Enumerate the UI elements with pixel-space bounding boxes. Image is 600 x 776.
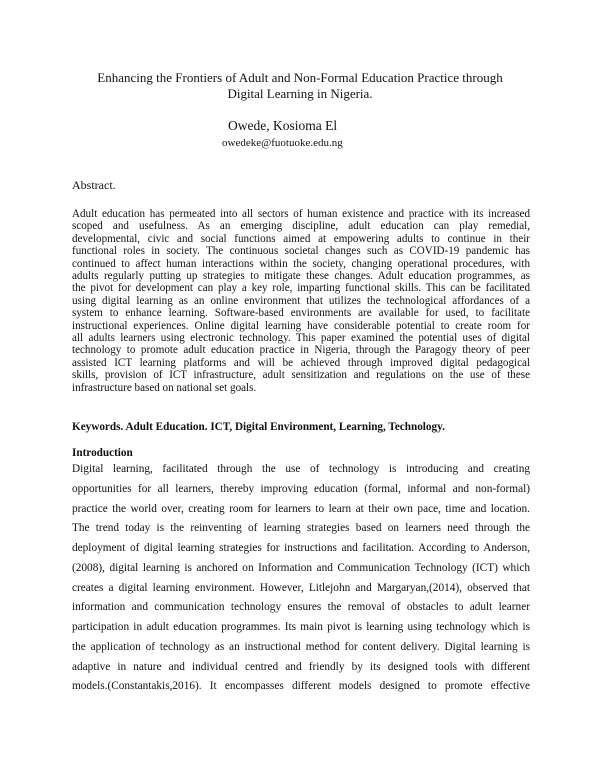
body-line: Digital learning, facilitated through the use of technology is introducing and creating (72, 463, 530, 475)
body-line: models.(Constantakis,2016). It encompasses different models designed to promote effective (72, 680, 530, 693)
author-name: Owede, Kosioma El (228, 118, 338, 133)
body-line: The trend today is the reinventing of learning strategies based on learners need through the (72, 522, 530, 535)
title-line-2: Digital Learning in Nigeria. (227, 86, 373, 101)
abstract-line: instructional experiences. Online digital learning have considerable potential to create room for (72, 319, 530, 332)
abstract-line: scoped and usefulness. As an emerging discipline, adult education can play remedial, (72, 220, 530, 233)
body-line: adaptive in nature and individual centred and friendly by its designed tools with different (72, 660, 530, 673)
abstract-line: the pivot for development can play a key role, imparting functional skills. This can be facilitated (72, 282, 530, 295)
body-line: participation in adult education programmes. Its main pivot is learning using technology which is (72, 621, 530, 633)
abstract-line: technology to promote adult education practice in Nigeria, through the Paragogy theory of peer (72, 344, 530, 357)
abstract-line: functional roles in society. The continuous societal changes such as COVID-19 pandemic has (72, 245, 530, 258)
paper-title (60, 70, 540, 102)
abstract-line: adults regularly putting up strategies to mitigate these changes. Adult education programmes, as (72, 270, 530, 283)
abstract-text (72, 208, 530, 394)
body-line: deployment of digital learning strategies for instructions and facilitation. According to Anderson, (72, 542, 530, 554)
introduction-text (72, 460, 530, 697)
body-line: (2008), digital learning is anchored on Information and Communication Technology (ICT) which (72, 561, 530, 574)
author-email: owedeke@fuotuoke.edu.ng (222, 137, 343, 149)
title-line-1: Enhancing the Frontiers of Adult and Non-Formal Education Practice through (97, 70, 503, 85)
abstract-line: assisted ICT learning platforms and will be achieved through improved digital pedagogical (72, 356, 530, 369)
body-line: information and communication technology ensures the removal of obstacles to adult learner (72, 601, 530, 614)
body-line: the application of technology as an instructional method for content delivery. Digital learning is (72, 640, 530, 653)
keywords: Keywords. Adult Education. ICT, Digital Environment, Learning, Technology. (72, 421, 445, 433)
abstract-line: Adult education has permeated into all sectors of human existence and practice with its increased (72, 208, 530, 220)
abstract-line: using digital learning as an online environment that utilizes the technological affordances of a (72, 294, 530, 307)
abstract-line: system to enhance learning. Software-based environments are available for used, to facilitate (72, 307, 530, 320)
body-line: opportunities for all learners, thereby improving education (formal, informal and non-formal) (72, 482, 530, 495)
abstract-line: continued to affect human interactions within the society, changing operational procedures, with (72, 257, 530, 270)
introduction-heading: Introduction (72, 447, 133, 459)
body-line: creates a digital learning environment. However, Litlejohn and Margaryan,(2014), observed that (72, 581, 530, 594)
body-line: practice the world over, creating room for learners to learn at their own pace, time and location. (72, 502, 530, 515)
abstract-line: skills, provision of ICT infrastructure, adult sensitization and regulations on the use of these (72, 369, 530, 382)
abstract-line: developmental, civic and social functions aimed at empowering adults to continue in their (72, 232, 530, 245)
abstract-line: infrastructure based on national set goals. (72, 381, 257, 394)
abstract-label: Abstract. (72, 178, 116, 192)
abstract-line: all adults learners using electronic technology. This paper examined the potential uses of digital (72, 332, 530, 345)
